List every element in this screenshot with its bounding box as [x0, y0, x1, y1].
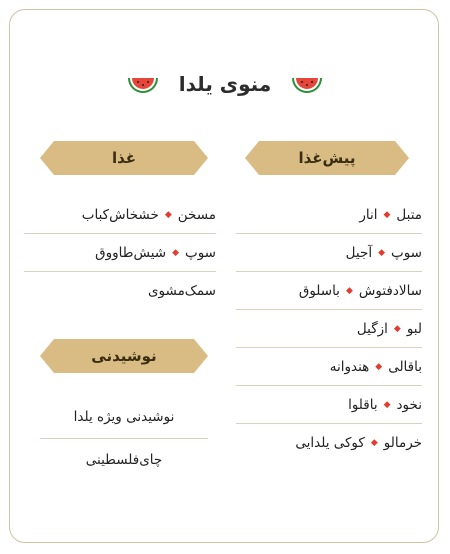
list-item: لبو ◆ ازگیل	[236, 310, 422, 348]
list-item: نوشیدنی ویژه یلدا	[40, 396, 208, 439]
list-item: خرمالو ◆ کوکی یلدایی	[295, 434, 422, 451]
watermelon-icon	[290, 72, 324, 96]
food-header	[40, 141, 208, 175]
appetizers-list	[236, 196, 422, 461]
drinks-header	[40, 339, 208, 373]
bullet-icon: ◆	[172, 247, 179, 258]
bullet-icon: ◆	[345, 285, 353, 296]
page-title: منوی یلدا	[178, 72, 272, 96]
bullet-icon: ◆	[378, 247, 385, 258]
bullet-icon: ◆	[383, 209, 391, 220]
list-item: باقالی ◆ هندوانه	[236, 348, 422, 386]
bullet-icon: ◆	[375, 361, 383, 372]
list-item: مسخن ◆ خشخاش‌کباب	[24, 196, 216, 234]
appetizers-label: پیش‌غذا	[298, 149, 356, 167]
list-item: سوپ ◆ آجیل	[236, 234, 422, 272]
food-label: غذا	[111, 149, 137, 167]
watermelon-icon	[126, 72, 160, 96]
list-item: سالادفتوش ◆ باسلوق	[236, 272, 422, 310]
bullet-icon: ◆	[393, 323, 401, 334]
drinks-list	[40, 396, 208, 481]
menu-title	[0, 72, 450, 102]
list-item: چای‌فلسطینی	[85, 452, 163, 468]
bullet-icon: ◆	[370, 437, 378, 448]
bullet-icon: ◆	[383, 399, 391, 410]
appetizers-header	[245, 141, 409, 175]
list-item: متبل ◆ انار	[236, 196, 422, 234]
drinks-label: نوشیدنی	[91, 347, 157, 365]
list-item: سوپ ◆ شیش‌طاووق	[24, 234, 216, 272]
list-item: نخود ◆ باقلوا	[236, 386, 422, 424]
food-list	[24, 196, 216, 309]
bullet-icon: ◆	[164, 209, 172, 220]
list-item: سمک‌مشوی	[147, 282, 216, 299]
